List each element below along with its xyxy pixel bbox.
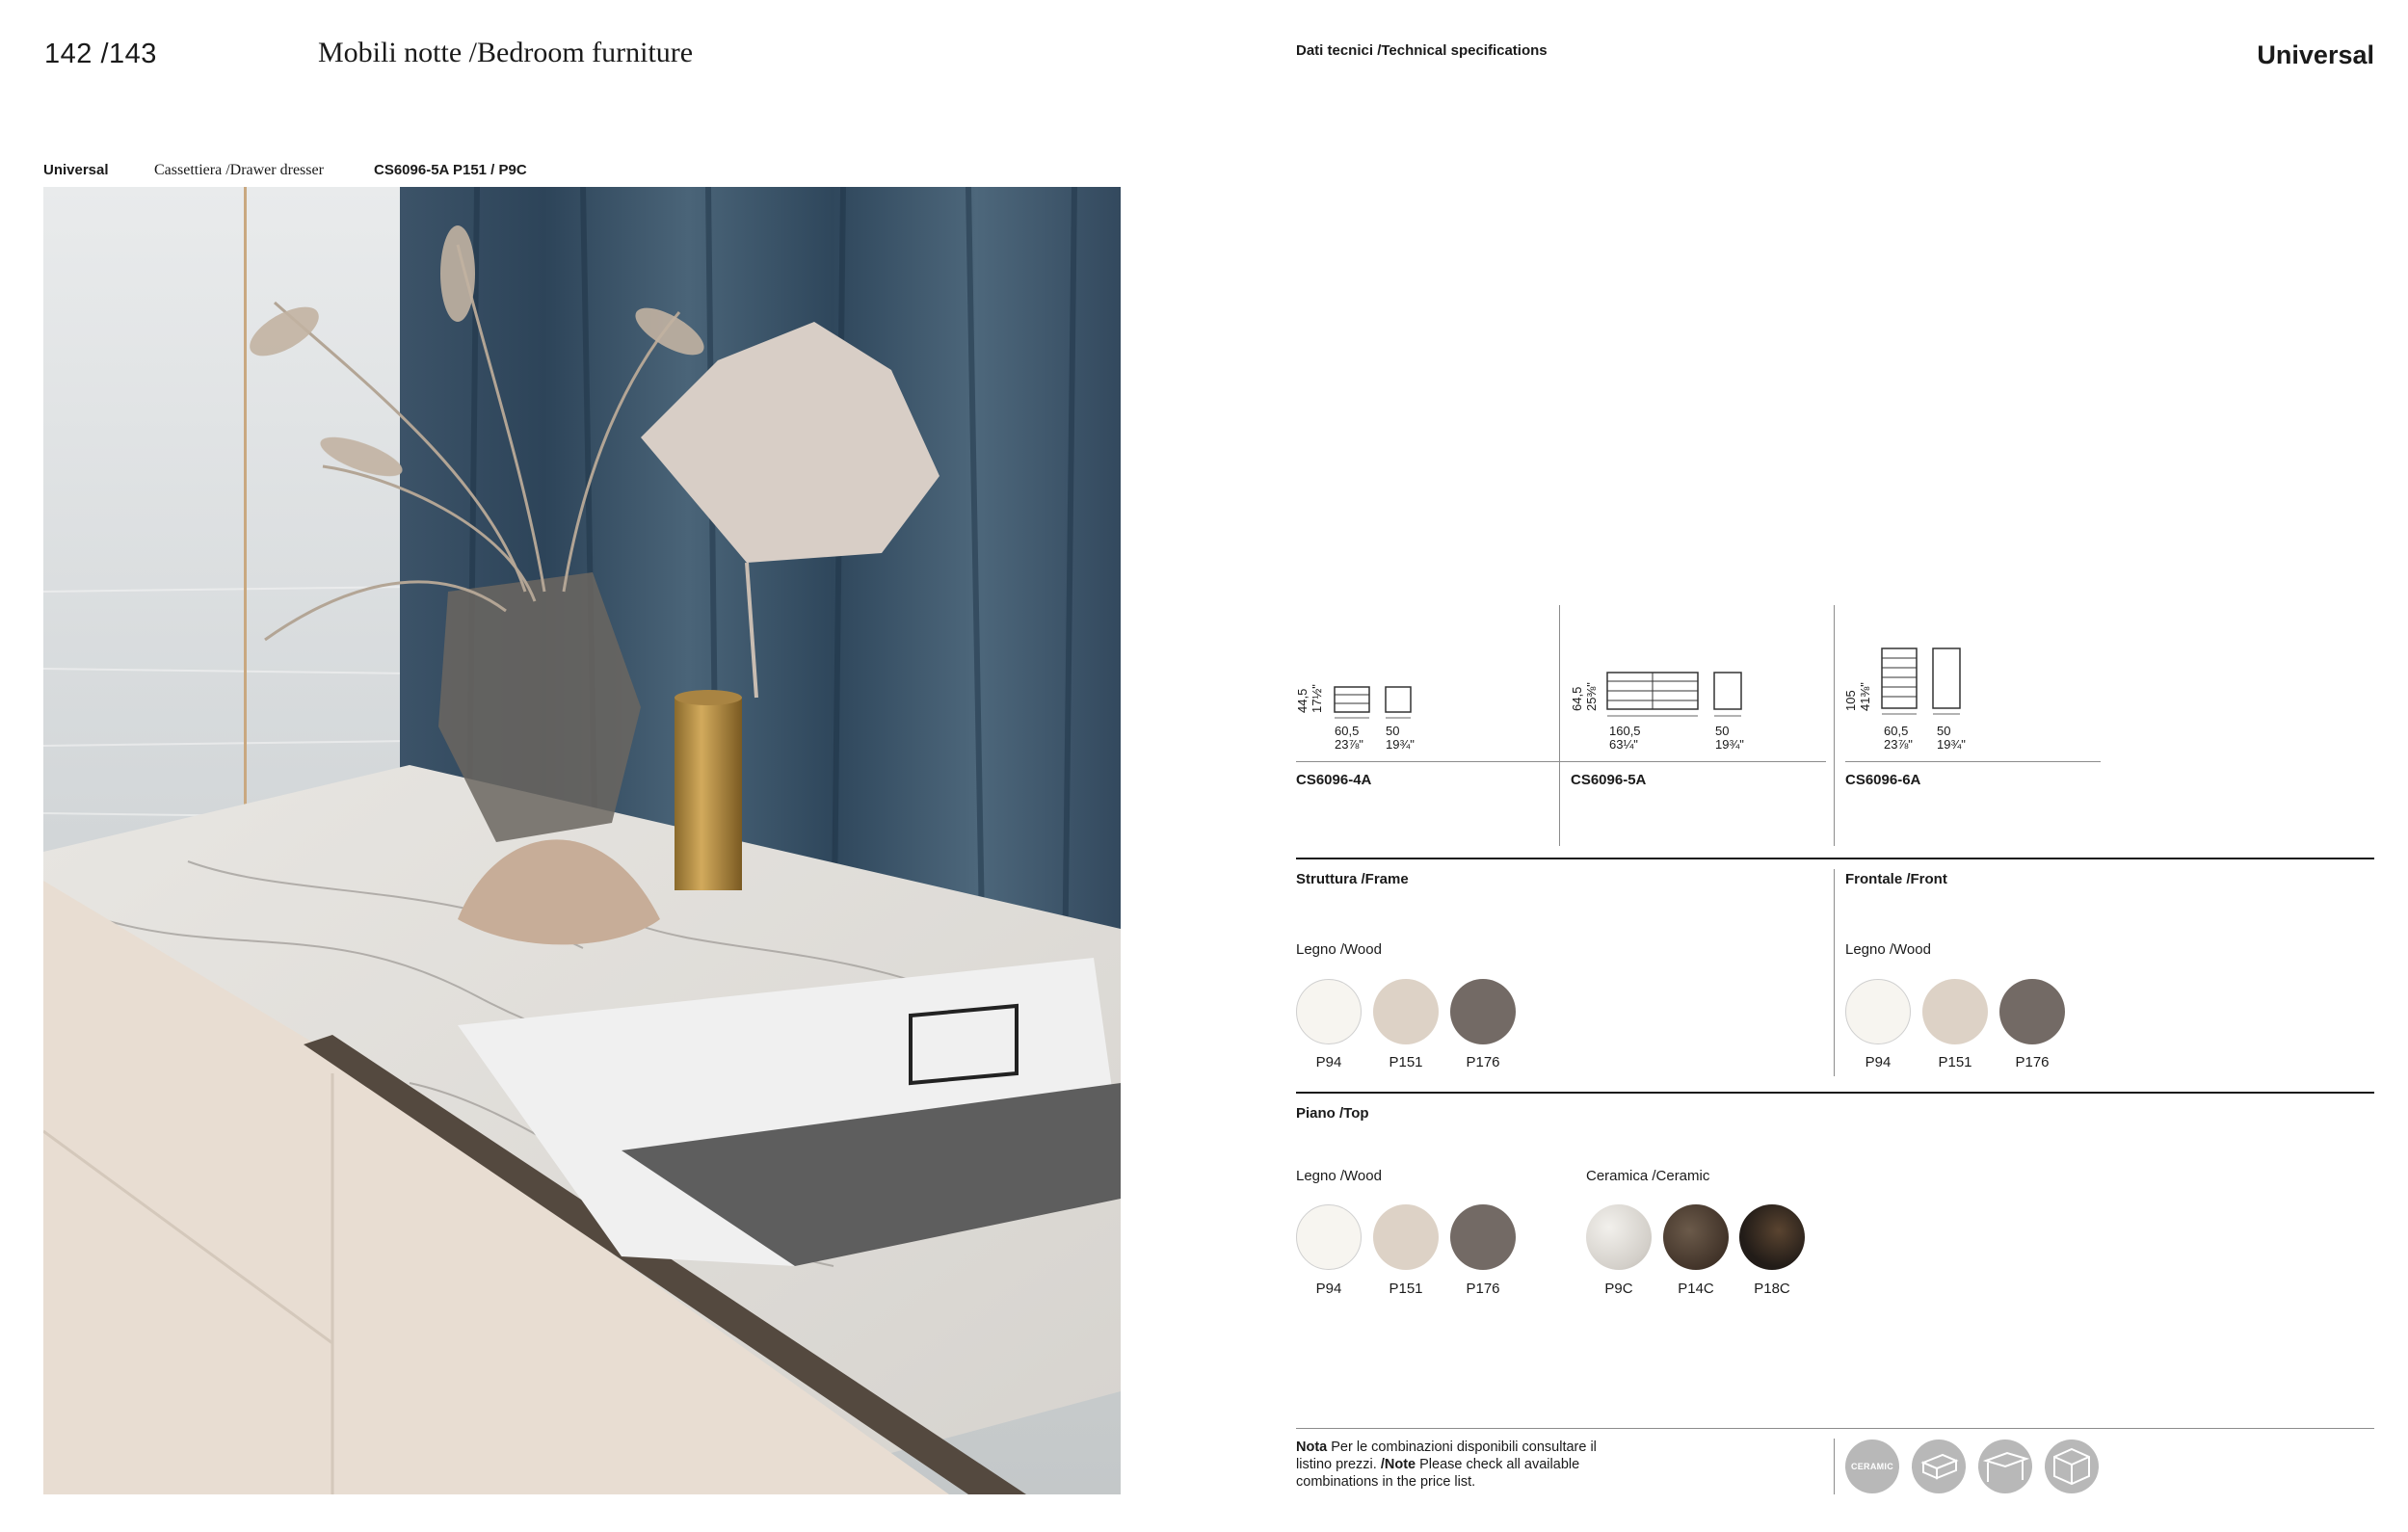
top-ceramic-material: Ceramica /Ceramic bbox=[1586, 1168, 1710, 1184]
product-3-width: 60,5 23⅞" bbox=[1884, 724, 1913, 752]
product-2-drawing bbox=[1604, 670, 1749, 720]
frame-swatch-p94 bbox=[1296, 979, 1362, 1044]
front-swatch-p176 bbox=[1999, 979, 2065, 1044]
frame-swatch-p151 bbox=[1373, 979, 1439, 1044]
product-2-depth: 50 19¾" bbox=[1715, 724, 1744, 752]
brand-name: Universal bbox=[2257, 40, 2374, 69]
top-icon bbox=[1978, 1440, 2032, 1493]
top-swatch-label: P176 bbox=[1466, 1281, 1500, 1297]
note: Nota Per le combinazioni disponibili consultare il listino prezzi. /Note Please check all available combinations in the price list. bbox=[1296, 1440, 1597, 1490]
spec-heading: Dati tecnici /Technical specifications bbox=[1296, 42, 1548, 59]
product-3-drawing bbox=[1879, 646, 1966, 719]
top-swatch-label: P18C bbox=[1754, 1281, 1790, 1297]
box-icon bbox=[2045, 1440, 2099, 1493]
drawer-icon bbox=[1912, 1440, 1966, 1493]
frame-material: Legno /Wood bbox=[1296, 941, 1382, 958]
caption-collection: Universal bbox=[43, 162, 109, 178]
caption-type: Cassettiera /Drawer dresser bbox=[154, 162, 324, 178]
product-1-depth: 50 19¾" bbox=[1386, 724, 1415, 752]
product-3-depth: 50 19¾" bbox=[1937, 724, 1966, 752]
frame-swatch-p176 bbox=[1450, 979, 1516, 1044]
product-1-code: CS6096-4A bbox=[1296, 772, 1372, 788]
top-swatch-p18c bbox=[1739, 1204, 1805, 1270]
page-numbers: 142 /143 bbox=[44, 39, 157, 69]
front-title: Frontale /Front bbox=[1845, 871, 1947, 887]
frame-swatch-label: P151 bbox=[1389, 1054, 1423, 1070]
top-wood-material: Legno /Wood bbox=[1296, 1168, 1382, 1184]
product-1-height: 44,5 bbox=[1295, 688, 1310, 713]
top-title: Piano /Top bbox=[1296, 1105, 1369, 1122]
product-1-width: 60,5 23⅞" bbox=[1335, 724, 1363, 752]
top-swatch-p94 bbox=[1296, 1204, 1362, 1270]
product-3-height-in: 41⅜" bbox=[1858, 682, 1872, 711]
top-swatch-label: P151 bbox=[1389, 1281, 1423, 1297]
frame-swatch-label: P94 bbox=[1315, 1054, 1342, 1070]
front-swatch-p94 bbox=[1845, 979, 1911, 1044]
product-3-code: CS6096-6A bbox=[1845, 772, 1921, 788]
front-swatch-label: P176 bbox=[2015, 1054, 2050, 1070]
front-swatch-label: P94 bbox=[1865, 1054, 1892, 1070]
caption-code: CS6096-5A P151 / P9C bbox=[374, 162, 527, 178]
frame-swatch-label: P176 bbox=[1466, 1054, 1500, 1070]
product-2-code: CS6096-5A bbox=[1571, 772, 1647, 788]
product-1-drawing bbox=[1332, 682, 1418, 721]
top-swatch-label: P94 bbox=[1315, 1281, 1342, 1297]
front-material: Legno /Wood bbox=[1845, 941, 1931, 958]
ceramic-icon: CERAMIC bbox=[1845, 1440, 1899, 1493]
product-2-width: 160,5 63¼" bbox=[1609, 724, 1641, 752]
product-3-height: 105 bbox=[1843, 690, 1858, 711]
product-photo bbox=[43, 187, 1121, 1494]
front-swatch-p151 bbox=[1922, 979, 1988, 1044]
page-title: Mobili notte /Bedroom furniture bbox=[318, 37, 694, 68]
front-swatch-label: P151 bbox=[1938, 1054, 1972, 1070]
top-swatch-p151 bbox=[1373, 1204, 1439, 1270]
product-2-height-in: 25⅜" bbox=[1584, 682, 1599, 711]
frame-title: Struttura /Frame bbox=[1296, 871, 1409, 887]
top-swatch-p176 bbox=[1450, 1204, 1516, 1270]
top-swatch-label: P14C bbox=[1678, 1281, 1714, 1297]
product-2-height: 64,5 bbox=[1570, 686, 1584, 711]
top-swatch-p9c bbox=[1586, 1204, 1652, 1270]
product-1-height-in: 17½" bbox=[1310, 684, 1324, 713]
top-swatch-label: P9C bbox=[1604, 1281, 1633, 1297]
top-swatch-p14c bbox=[1663, 1204, 1729, 1270]
